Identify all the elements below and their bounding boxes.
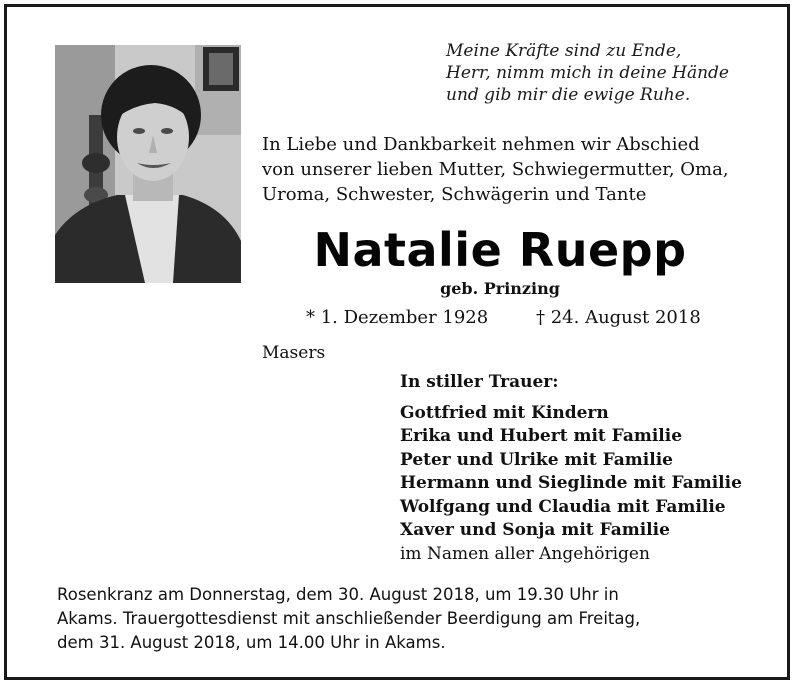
- verse-line: Meine Kräfte sind zu Ende,: [446, 41, 682, 61]
- deceased-name: Natalie Ruepp: [313, 223, 687, 277]
- notice-line: Rosenkranz am Donnerstag, dem 30. August 2018, um 19.30 Uhr in: [57, 585, 619, 604]
- farewell-line: In Liebe und Dankbarkeit nehmen wir Abschied: [262, 134, 700, 155]
- maiden-name: geb. Prinzing: [440, 279, 560, 298]
- death-date: † 24. August 2018: [536, 307, 701, 328]
- birth-date: * 1. Dezember 1928: [306, 307, 489, 328]
- mourner-family: Wolfgang und Claudia mit Familie: [400, 496, 726, 517]
- mourners-closing: im Namen aller Angehörigen: [400, 543, 650, 564]
- farewell-text: [262, 132, 782, 207]
- verse-line: und gib mir die ewige Ruhe.: [446, 85, 691, 105]
- service-notice: [57, 583, 777, 655]
- mourner-family: Hermann und Sieglinde mit Familie: [400, 473, 742, 493]
- mourner-family: Peter und Ulrike mit Familie: [400, 449, 673, 470]
- mourner-family: Xaver und Sonja mit Familie: [400, 520, 670, 540]
- verse: [446, 40, 776, 106]
- mourner-family: Erika und Hubert mit Familie: [400, 426, 683, 446]
- farewell-line: Uroma, Schwester, Schwägerin und Tante: [262, 184, 647, 205]
- mourners-heading: In stiller Trauer:: [400, 372, 559, 392]
- notice-line: dem 31. August 2018, um 14.00 Uhr in Akams.: [57, 633, 446, 652]
- farewell-line: von unserer lieben Mutter, Schwiegermutter, Oma,: [262, 159, 729, 180]
- mourners-list: [400, 371, 780, 566]
- verse-line: Herr, nimm mich in deine Hände: [446, 63, 729, 83]
- mourner-family: Gottfried mit Kindern: [400, 402, 609, 423]
- portrait-photo-icon: [55, 45, 241, 283]
- notice-line: Akams. Trauergottesdienst mit anschließender Beerdigung am Freitag,: [57, 609, 641, 628]
- place-name: Masers: [262, 343, 326, 363]
- portrait-photo: [55, 45, 241, 283]
